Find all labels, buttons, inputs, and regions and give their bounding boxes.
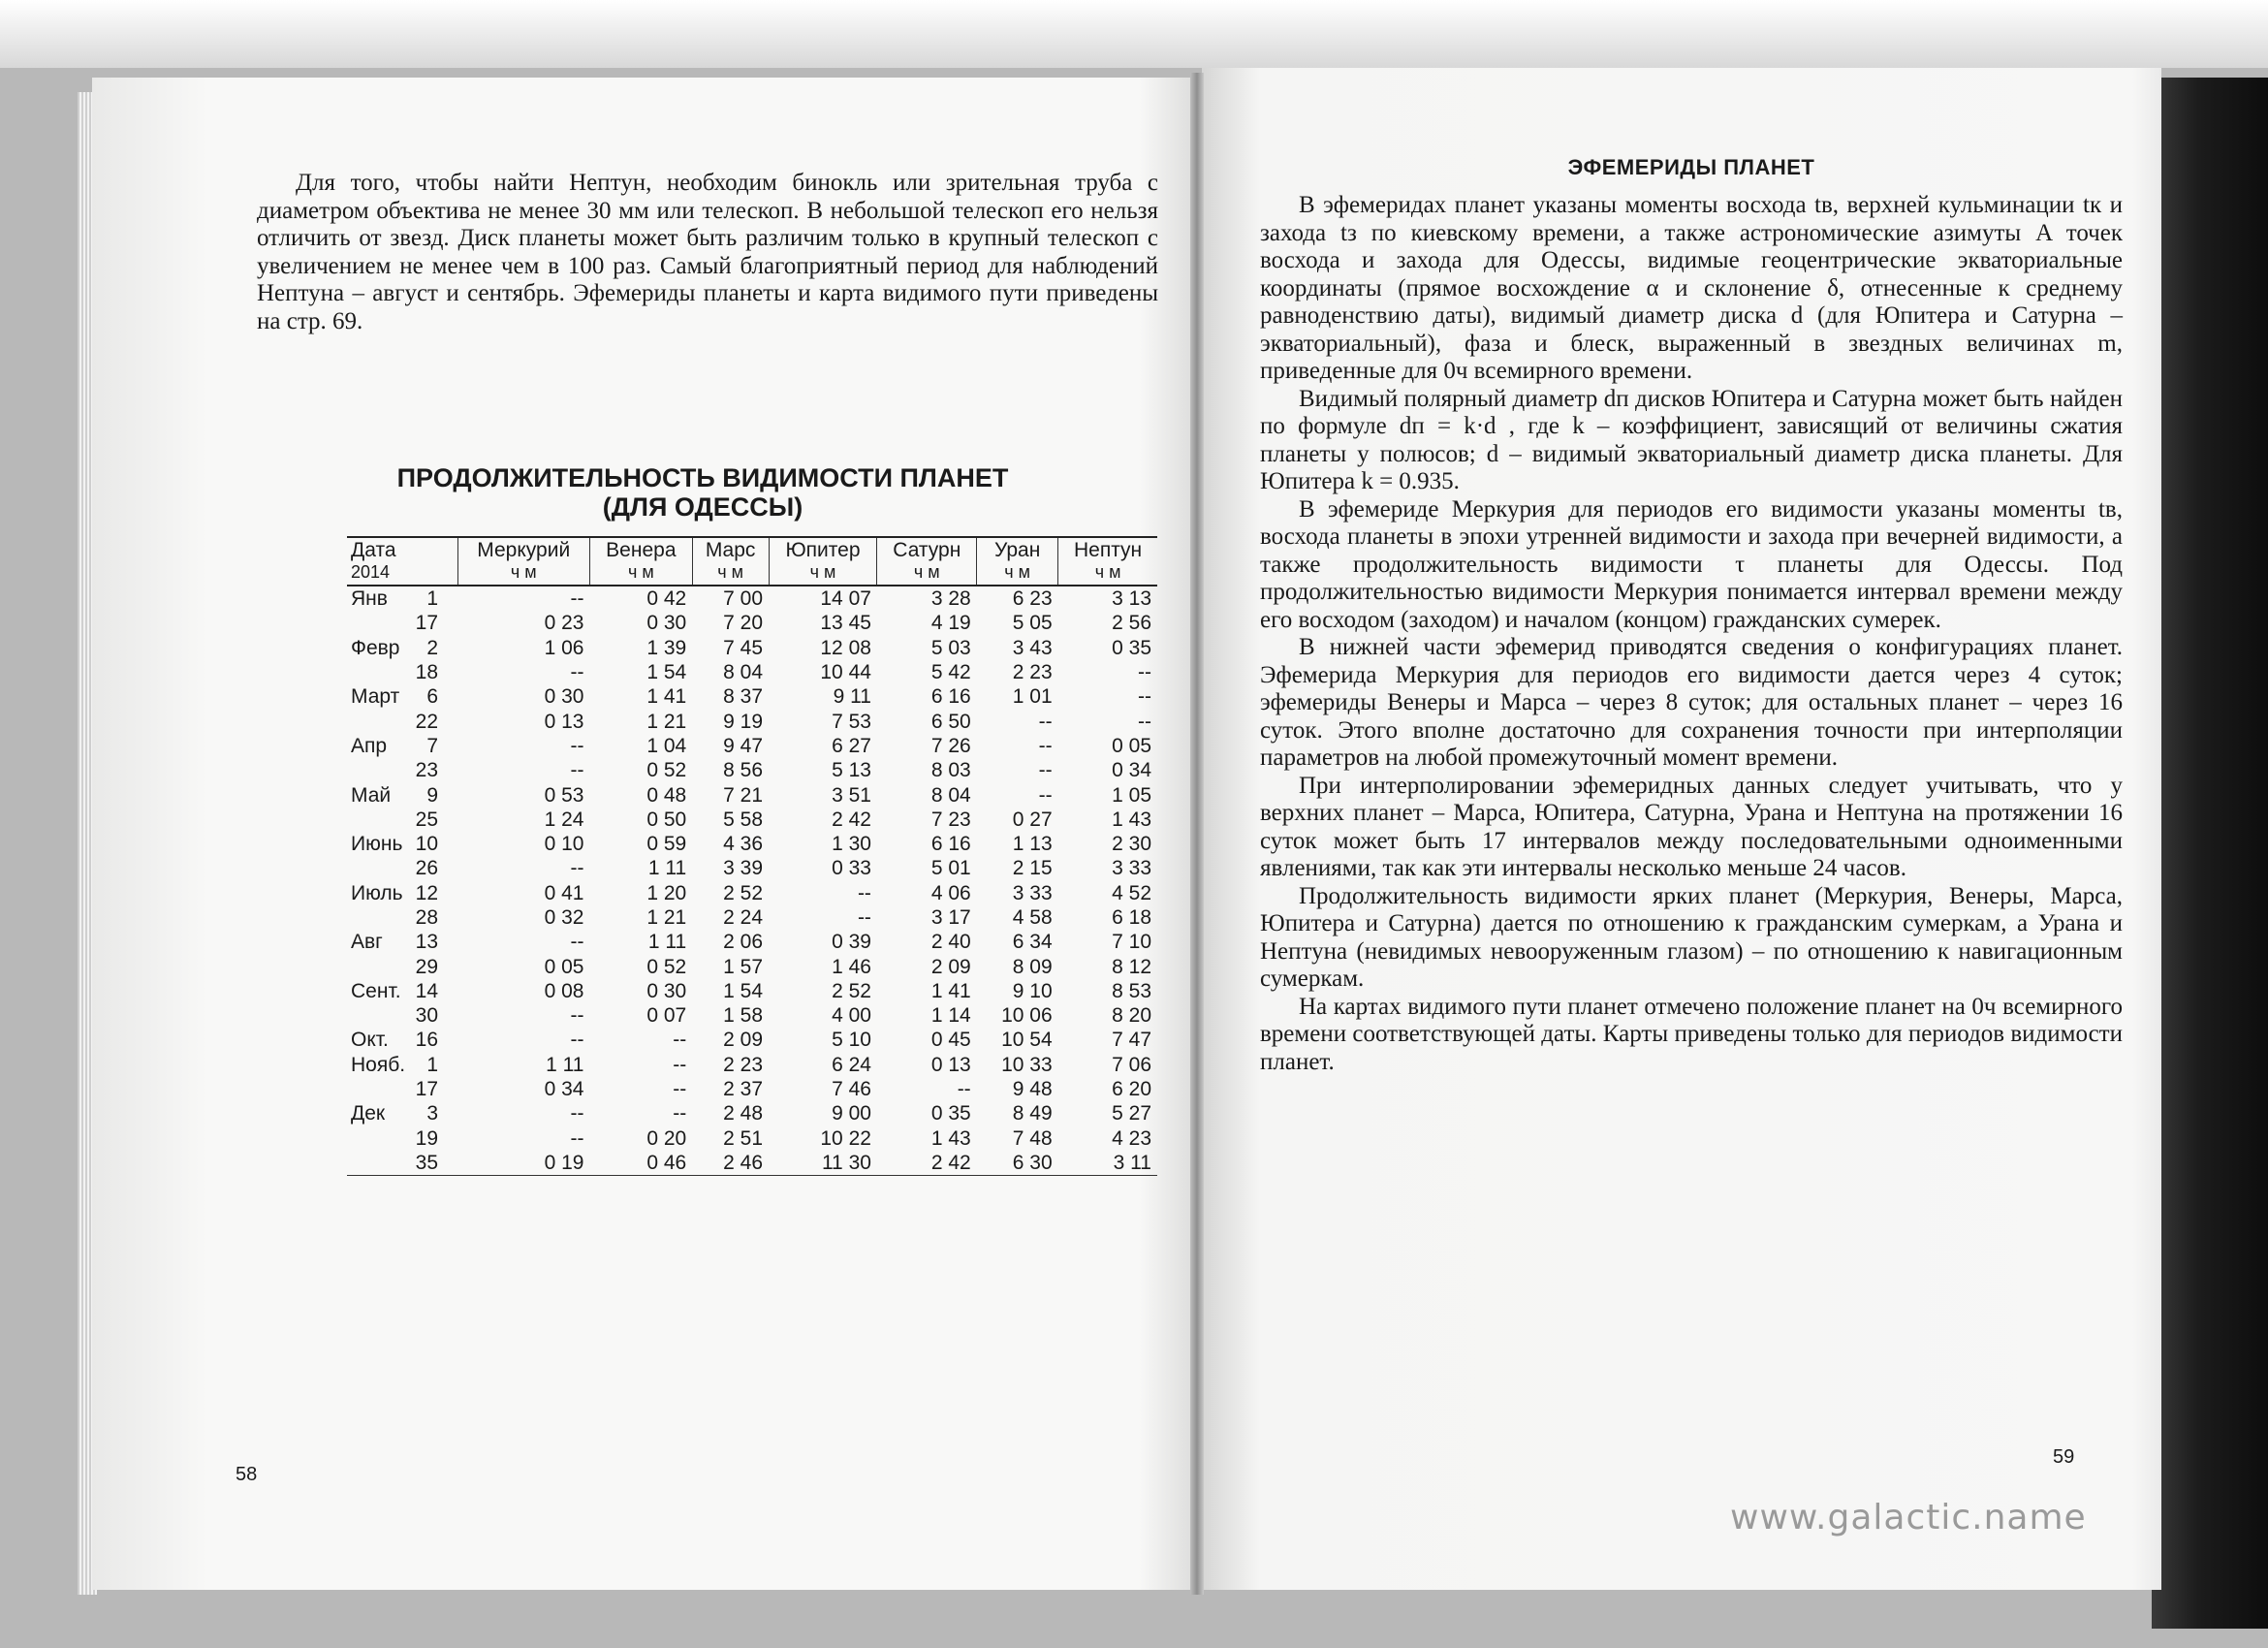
table-title-line-2: (ДЛЯ ОДЕССЫ) bbox=[602, 492, 803, 522]
duration-cell: 0 50 bbox=[646, 808, 687, 831]
duration-cell: -- bbox=[570, 1126, 584, 1150]
duration-cell: 8 37 bbox=[723, 685, 764, 709]
duration-cell: 3 33 bbox=[1112, 857, 1151, 880]
duration-cell: 5 03 bbox=[930, 636, 971, 659]
duration-cell: -- bbox=[570, 857, 584, 880]
duration-cell: 1 11 bbox=[647, 931, 687, 954]
month-label: Дек bbox=[351, 1102, 386, 1125]
day-label: 23 bbox=[415, 759, 438, 782]
duration-cell: 1 04 bbox=[646, 734, 687, 757]
duration-cell: 4 19 bbox=[930, 612, 971, 635]
duration-cell: 9 48 bbox=[1012, 1078, 1053, 1101]
day-label: 16 bbox=[415, 1029, 438, 1052]
date-cell bbox=[347, 1003, 457, 1028]
duration-cell: 1 54 bbox=[646, 661, 687, 684]
duration-cell: 1 46 bbox=[832, 955, 871, 978]
duration-cell: -- bbox=[673, 1102, 687, 1125]
watermark: www.galactic.name bbox=[1730, 1498, 2087, 1537]
duration-cell: 7 46 bbox=[832, 1078, 871, 1101]
column-header-title: Марс bbox=[705, 539, 756, 561]
duration-cell: 0 41 bbox=[544, 881, 584, 904]
date-cell bbox=[347, 660, 457, 684]
duration-cell: 0 23 bbox=[544, 612, 584, 635]
date-cell bbox=[347, 734, 457, 758]
duration-cell: 1 14 bbox=[930, 1004, 971, 1028]
duration-cell: 4 58 bbox=[1012, 906, 1053, 929]
duration-cell: -- bbox=[570, 1102, 584, 1125]
duration-cell: 2 40 bbox=[930, 931, 971, 954]
column-header-title: Сатурн bbox=[893, 539, 961, 561]
duration-cell: 1 41 bbox=[646, 685, 687, 709]
duration-cell: 0 42 bbox=[646, 587, 687, 611]
duration-cell: 13 45 bbox=[820, 612, 871, 635]
page-number-right: 59 bbox=[2053, 1446, 2075, 1468]
duration-cell: 2 37 bbox=[723, 1078, 764, 1101]
page-number-left: 58 bbox=[236, 1464, 258, 1485]
column-header-units: ч м bbox=[913, 562, 940, 582]
duration-cell: 2 51 bbox=[723, 1126, 764, 1150]
date-cell bbox=[347, 1077, 457, 1101]
duration-cell: 2 23 bbox=[1012, 661, 1053, 684]
table-row bbox=[347, 1028, 1157, 1052]
duration-cell: 0 59 bbox=[646, 833, 687, 856]
month-label: Апр bbox=[351, 734, 388, 757]
duration-cell: 6 16 bbox=[930, 833, 971, 856]
column-header bbox=[877, 537, 977, 586]
duration-cell: 7 48 bbox=[1012, 1126, 1053, 1150]
duration-cell: 7 06 bbox=[1112, 1053, 1151, 1076]
right-paragraph: На картах видимого пути планет отмечено положение планет на 0ч всемирного времени соответствующей даты. Карты приведены только для периодов видимости планет. bbox=[1260, 993, 2123, 1075]
duration-cell: 12 08 bbox=[820, 636, 871, 659]
duration-cell: 6 16 bbox=[930, 685, 971, 709]
day-label: 6 bbox=[426, 685, 438, 709]
duration-cell: 6 50 bbox=[930, 710, 971, 733]
table-row bbox=[347, 782, 1157, 807]
duration-cell: 3 17 bbox=[930, 906, 971, 929]
table-row bbox=[347, 979, 1157, 1003]
duration-cell: 3 11 bbox=[1058, 1151, 1157, 1176]
duration-cell: 4 52 bbox=[1112, 881, 1151, 904]
duration-cell: 2 52 bbox=[723, 881, 764, 904]
duration-cell: 7 21 bbox=[723, 783, 764, 807]
column-header bbox=[457, 537, 589, 586]
date-cell bbox=[347, 905, 457, 930]
duration-cell: 2 30 bbox=[1112, 833, 1151, 856]
table-row bbox=[347, 586, 1157, 611]
day-label: 29 bbox=[415, 955, 438, 978]
table-row bbox=[347, 881, 1157, 905]
month-label: Нояб. bbox=[351, 1053, 406, 1076]
duration-cell: 2 46 bbox=[692, 1151, 769, 1176]
month-label: Март bbox=[351, 685, 400, 709]
table-row bbox=[347, 684, 1157, 709]
day-label: 30 bbox=[415, 1004, 438, 1028]
duration-cell: 1 06 bbox=[544, 636, 584, 659]
duration-cell: -- bbox=[570, 1004, 584, 1028]
duration-cell: 0 53 bbox=[544, 783, 584, 807]
duration-cell: 3 43 bbox=[1012, 636, 1053, 659]
date-cell bbox=[347, 1126, 457, 1151]
duration-cell: -- bbox=[1038, 710, 1053, 733]
date-cell bbox=[347, 586, 457, 611]
duration-cell: 2 24 bbox=[723, 906, 764, 929]
table-row bbox=[347, 930, 1157, 954]
duration-cell: 7 26 bbox=[930, 734, 971, 757]
duration-cell: 6 27 bbox=[832, 734, 871, 757]
duration-cell: 2 23 bbox=[723, 1053, 764, 1076]
duration-cell: 10 54 bbox=[1001, 1029, 1053, 1052]
intro-paragraph: Для того, чтобы найти Нептун, необходим бинокль или зрительная труба с диаметром объектива не менее 30 мм или телескоп. В небольшой телескоп его нельзя отличить от звезд. Диск планеты может быть различим только в крупный телескоп с увеличением не менее чем в 100 раз. Самый благоприятный период для наблюдений Нептуна – август и сентябрь. Эфемериды планеты и карта видимого пути приведены на стр. 69. bbox=[257, 170, 1158, 334]
duration-cell: -- bbox=[570, 931, 584, 954]
duration-cell: 2 09 bbox=[723, 1029, 764, 1052]
duration-cell: 0 30 bbox=[646, 612, 687, 635]
duration-cell: 6 24 bbox=[832, 1053, 871, 1076]
day-label: 17 bbox=[415, 1078, 438, 1101]
duration-cell: 7 45 bbox=[723, 636, 764, 659]
duration-cell: 9 10 bbox=[1012, 979, 1053, 1002]
duration-cell: 2 42 bbox=[832, 808, 871, 831]
date-cell bbox=[347, 782, 457, 807]
column-header-units: ч м bbox=[510, 562, 537, 582]
duration-cell: 2 15 bbox=[1012, 857, 1053, 880]
month-label: Июнь bbox=[351, 833, 403, 856]
duration-cell: 0 52 bbox=[646, 759, 687, 782]
duration-cell: -- bbox=[857, 881, 871, 904]
duration-cell: 9 00 bbox=[832, 1102, 871, 1125]
day-label: 14 bbox=[415, 979, 438, 1002]
day-label: 19 bbox=[415, 1126, 438, 1150]
day-label: 25 bbox=[415, 808, 438, 831]
duration-cell: -- bbox=[1138, 710, 1151, 733]
date-cell bbox=[347, 1151, 457, 1176]
duration-cell: 0 35 bbox=[930, 1102, 971, 1125]
table-row bbox=[347, 905, 1157, 930]
duration-cell: 9 11 bbox=[833, 685, 871, 709]
book-edge bbox=[2152, 78, 2268, 1629]
table-row bbox=[347, 709, 1157, 733]
column-header-title: Уран bbox=[993, 539, 1041, 561]
day-label: 1 bbox=[426, 1053, 438, 1076]
duration-cell: 9 47 bbox=[723, 734, 764, 757]
column-header bbox=[347, 537, 457, 586]
duration-cell: -- bbox=[1138, 661, 1151, 684]
duration-cell: 8 09 bbox=[1012, 955, 1053, 978]
duration-cell: 2 09 bbox=[930, 955, 971, 978]
duration-cell: -- bbox=[1038, 734, 1053, 757]
date-cell bbox=[347, 684, 457, 709]
table-row bbox=[347, 954, 1157, 978]
day-label: 10 bbox=[415, 833, 438, 856]
duration-cell: -- bbox=[1038, 783, 1053, 807]
day-label: 3 bbox=[426, 1102, 438, 1125]
duration-cell: -- bbox=[1038, 759, 1053, 782]
duration-cell: 0 52 bbox=[646, 955, 687, 978]
month-label: Май bbox=[351, 783, 392, 807]
table-row bbox=[347, 1101, 1157, 1125]
duration-cell: 1 01 bbox=[1012, 685, 1053, 709]
column-header-title: Венера bbox=[606, 539, 677, 561]
table-row bbox=[347, 808, 1157, 832]
table-row bbox=[347, 832, 1157, 856]
duration-cell: 0 39 bbox=[832, 931, 871, 954]
duration-cell: 9 19 bbox=[723, 710, 764, 733]
table-row bbox=[347, 1077, 1157, 1101]
duration-cell: 10 22 bbox=[820, 1126, 871, 1150]
duration-cell: 5 27 bbox=[1112, 1102, 1151, 1125]
duration-cell: 5 10 bbox=[832, 1029, 871, 1052]
table-body bbox=[347, 586, 1157, 1176]
duration-cell: 1 11 bbox=[647, 857, 687, 880]
duration-cell: -- bbox=[570, 734, 584, 757]
duration-cell: 0 19 bbox=[457, 1151, 589, 1176]
duration-cell: 0 07 bbox=[646, 1004, 687, 1028]
table-row bbox=[347, 611, 1157, 635]
table-title-line-1: ПРОДОЛЖИТЕЛЬНОСТЬ ВИДИМОСТИ ПЛАНЕТ bbox=[396, 463, 1009, 492]
duration-cell: 1 20 bbox=[646, 881, 687, 904]
column-header bbox=[589, 537, 692, 586]
date-cell bbox=[347, 1028, 457, 1052]
column-header-title: Юпитер bbox=[785, 539, 861, 561]
duration-cell: 1 57 bbox=[723, 955, 764, 978]
duration-cell: 6 23 bbox=[1012, 587, 1053, 611]
right-paragraph: Продолжительность видимости ярких планет (Меркурия, Венеры, Марса, Юпитера и Сатурна) дается по отношению к гражданским сумеркам, а Урана и Нептуна (невидимых невооруженным глазом) – по отношению к навигационным сумеркам. bbox=[1260, 882, 2123, 992]
duration-cell: -- bbox=[570, 759, 584, 782]
duration-cell: 6 20 bbox=[1112, 1078, 1151, 1101]
duration-cell: 1 58 bbox=[723, 1004, 764, 1028]
duration-cell: 6 18 bbox=[1112, 906, 1151, 929]
duration-cell: 7 47 bbox=[1112, 1029, 1151, 1052]
date-cell bbox=[347, 1101, 457, 1125]
duration-cell: 3 51 bbox=[832, 783, 871, 807]
duration-cell: 0 13 bbox=[930, 1053, 971, 1076]
right-heading: ЭФЕМЕРИДЫ ПЛАНЕТ bbox=[1567, 155, 1815, 179]
month-label: Июль bbox=[351, 881, 403, 904]
duration-cell: 5 42 bbox=[930, 661, 971, 684]
right-text-block bbox=[1260, 192, 2123, 1076]
right-paragraph: В эфемериде Меркурия для периодов его видимости указаны моменты tв, восхода планеты в эпохи утренней видимости и захода при вечерней видимости, а также продолжительность видимости τ планеты для Одессы. Под продолжительностью видимости Меркурия понимается интервал времени между его восходом (заходом) и началом (концом) гражданских сумерек. bbox=[1260, 495, 2123, 633]
table-row bbox=[347, 1151, 1157, 1176]
duration-cell: 11 30 bbox=[769, 1151, 877, 1176]
duration-cell: 0 45 bbox=[930, 1029, 971, 1052]
duration-cell: 0 27 bbox=[1012, 808, 1053, 831]
duration-cell: 8 04 bbox=[723, 661, 764, 684]
date-cell bbox=[347, 636, 457, 660]
column-header-title: Меркурий bbox=[477, 539, 571, 561]
duration-cell: -- bbox=[673, 1053, 687, 1076]
day-label: 7 bbox=[426, 734, 438, 757]
date-cell bbox=[347, 881, 457, 905]
day-label: 13 bbox=[415, 931, 438, 954]
duration-cell: -- bbox=[1138, 685, 1151, 709]
duration-cell: 1 54 bbox=[723, 979, 764, 1002]
duration-cell: 7 10 bbox=[1112, 931, 1151, 954]
duration-cell: 0 20 bbox=[646, 1126, 687, 1150]
duration-cell: 14 07 bbox=[820, 587, 871, 611]
date-cell bbox=[347, 1053, 457, 1077]
duration-cell: 8 20 bbox=[1112, 1004, 1151, 1028]
day-label: 2 bbox=[426, 636, 438, 659]
background-top bbox=[0, 0, 2268, 68]
duration-cell: 1 39 bbox=[646, 636, 687, 659]
duration-cell: -- bbox=[673, 1029, 687, 1052]
right-paragraph: В нижней части эфемерид приводятся сведения о конфигурациях планет. Эфемерида Меркурия для периодов его видимости дается через 4 суток; эфемериды Венеры и Марса – через 8 суток; для остальных планет – через 16 суток. Этого вполне достаточно для сохранения точности при интерполяции параметров на любой промежуточный момент времени. bbox=[1260, 634, 2123, 771]
duration-cell: 0 34 bbox=[1112, 759, 1151, 782]
day-label: 26 bbox=[415, 857, 438, 880]
duration-cell: 1 41 bbox=[930, 979, 971, 1002]
column-header bbox=[977, 537, 1058, 586]
duration-cell: 3 39 bbox=[723, 857, 764, 880]
duration-cell: 0 33 bbox=[832, 857, 871, 880]
table-row bbox=[347, 660, 1157, 684]
column-header bbox=[692, 537, 769, 586]
duration-cell: 0 13 bbox=[544, 710, 584, 733]
duration-cell: 3 28 bbox=[930, 587, 971, 611]
duration-cell: 7 23 bbox=[930, 808, 971, 831]
column-header bbox=[769, 537, 877, 586]
right-paragraph: При интерполировании эфемеридных данных следует учитывать, что у верхних планет – Марса, Юпитера, Сатурна, Урана и Нептуна на протяжении 16 суток может быть 17 интервалов между последовательными одноименными явлениями, так как эти интервалы несколько меньше 24 часов. bbox=[1260, 772, 2123, 881]
day-label: 22 bbox=[415, 710, 438, 733]
date-cell bbox=[347, 979, 457, 1003]
duration-cell: 4 00 bbox=[832, 1004, 871, 1028]
duration-cell: 4 06 bbox=[930, 881, 971, 904]
duration-cell: -- bbox=[857, 906, 871, 929]
duration-cell: 8 12 bbox=[1112, 955, 1151, 978]
column-header-units: ч м bbox=[1094, 562, 1121, 582]
date-cell bbox=[347, 930, 457, 954]
day-label: 12 bbox=[415, 881, 438, 904]
day-label: 17 bbox=[415, 612, 438, 635]
date-cell bbox=[347, 709, 457, 733]
day-label: 18 bbox=[415, 661, 438, 684]
date-cell bbox=[347, 808, 457, 832]
month-label: Окт. bbox=[351, 1029, 389, 1052]
duration-cell: 0 30 bbox=[646, 979, 687, 1002]
duration-cell: 4 36 bbox=[723, 833, 764, 856]
duration-cell: -- bbox=[957, 1078, 971, 1101]
column-header-units: ч м bbox=[627, 562, 654, 582]
duration-cell: 1 05 bbox=[1112, 783, 1151, 807]
duration-cell: 1 13 bbox=[1012, 833, 1053, 856]
duration-cell: 7 00 bbox=[723, 587, 764, 611]
duration-cell: 2 06 bbox=[723, 931, 764, 954]
column-header-units: ч м bbox=[717, 562, 743, 582]
duration-cell: 8 04 bbox=[930, 783, 971, 807]
date-cell bbox=[347, 758, 457, 782]
left-intro-text bbox=[257, 170, 1158, 335]
duration-cell: 10 06 bbox=[1001, 1004, 1053, 1028]
column-header-units: ч м bbox=[809, 562, 836, 582]
duration-cell: 0 32 bbox=[544, 906, 584, 929]
duration-cell: -- bbox=[570, 1029, 584, 1052]
duration-cell: 2 42 bbox=[877, 1151, 977, 1176]
duration-cell: 0 46 bbox=[589, 1151, 692, 1176]
duration-cell: 2 48 bbox=[723, 1102, 764, 1125]
duration-cell: -- bbox=[673, 1078, 687, 1101]
duration-cell: 4 23 bbox=[1112, 1126, 1151, 1150]
date-cell bbox=[347, 856, 457, 880]
duration-cell: 7 20 bbox=[723, 612, 764, 635]
date-cell bbox=[347, 611, 457, 635]
duration-cell: 0 10 bbox=[544, 833, 584, 856]
duration-cell: 10 44 bbox=[820, 661, 871, 684]
duration-cell: 8 53 bbox=[1112, 979, 1151, 1002]
month-label: Янв bbox=[351, 587, 388, 611]
duration-cell: 8 03 bbox=[930, 759, 971, 782]
duration-cell: 0 48 bbox=[646, 783, 687, 807]
day-label: 1 bbox=[426, 587, 438, 611]
duration-cell: 6 30 bbox=[977, 1151, 1058, 1176]
table-row bbox=[347, 636, 1157, 660]
duration-cell: 0 05 bbox=[1112, 734, 1151, 757]
duration-cell: 0 34 bbox=[544, 1078, 584, 1101]
table-row bbox=[347, 856, 1157, 880]
table-row bbox=[347, 1053, 1157, 1077]
date-cell bbox=[347, 832, 457, 856]
duration-cell: 6 34 bbox=[1012, 931, 1053, 954]
table-row bbox=[347, 758, 1157, 782]
column-header-title: Нептун bbox=[1073, 539, 1143, 561]
duration-cell: 0 35 bbox=[1112, 636, 1151, 659]
duration-cell: 0 05 bbox=[544, 955, 584, 978]
month-label: Авг bbox=[351, 931, 383, 954]
duration-cell: 5 05 bbox=[1012, 612, 1053, 635]
right-paragraph: В эфемеридах планет указаны моменты восхода tв, верхней кульминации tк и захода tз по киевскому времени, а также астрономические азимуты A точек восхода и захода для Одессы, видимые геоцентрические экваториальные координаты (прямое восхождение α и склонение δ, отнесенные к среднему равноденствию даты), видимый диаметр диска d (для Юпитера и Сатурна – экваториальный), фаза и блеск, выраженный в звездных величинах m, приведенные для 0ч всемирного времени. bbox=[1260, 192, 2123, 384]
duration-cell: 3 13 bbox=[1112, 587, 1151, 611]
day-label: 35 bbox=[415, 1151, 438, 1174]
duration-cell: 2 52 bbox=[832, 979, 871, 1002]
duration-cell: 2 56 bbox=[1112, 612, 1151, 635]
table-row bbox=[347, 1003, 1157, 1028]
visibility-table bbox=[347, 536, 1157, 1176]
duration-cell: 1 43 bbox=[1112, 808, 1151, 831]
duration-cell: 5 13 bbox=[832, 759, 871, 782]
duration-cell: 1 21 bbox=[646, 710, 687, 733]
day-label: 28 bbox=[415, 906, 438, 929]
duration-cell: 10 33 bbox=[1001, 1053, 1053, 1076]
duration-cell: 3 33 bbox=[1012, 881, 1053, 904]
table-row bbox=[347, 734, 1157, 758]
duration-cell: 1 43 bbox=[930, 1126, 971, 1150]
duration-cell: 1 21 bbox=[646, 906, 687, 929]
duration-cell: 8 56 bbox=[723, 759, 764, 782]
book-gutter bbox=[1190, 73, 1204, 1595]
table-title bbox=[349, 463, 1056, 522]
duration-cell: 5 58 bbox=[723, 808, 764, 831]
column-header-title: Дата bbox=[351, 539, 396, 561]
duration-cell: -- bbox=[570, 661, 584, 684]
month-label: Сент. bbox=[351, 979, 401, 1002]
column-header bbox=[1058, 537, 1157, 586]
date-cell bbox=[347, 954, 457, 978]
duration-cell: 0 08 bbox=[544, 979, 584, 1002]
table-row bbox=[347, 1126, 1157, 1151]
table-header-row bbox=[347, 537, 1157, 586]
month-label: Февр bbox=[351, 636, 400, 659]
duration-cell: 7 53 bbox=[832, 710, 871, 733]
column-header-units: 2014 bbox=[351, 562, 391, 582]
duration-cell: 1 24 bbox=[544, 808, 584, 831]
duration-cell: -- bbox=[570, 587, 584, 611]
duration-cell: 8 49 bbox=[1012, 1102, 1053, 1125]
column-header-units: ч м bbox=[1004, 562, 1031, 582]
day-label: 9 bbox=[426, 783, 438, 807]
duration-cell: 0 30 bbox=[544, 685, 584, 709]
duration-cell: 1 11 bbox=[546, 1053, 584, 1076]
duration-cell: 5 01 bbox=[930, 857, 971, 880]
duration-cell: 1 30 bbox=[832, 833, 871, 856]
right-paragraph: Видимый полярный диаметр dп дисков Юпитера и Сатурна может быть найден по формуле dп = k·d , где k – коэффициент, зависящий от величины сжатия планеты у полюсов; d – видимый экваториальный диаметр диска планеты. Для Юпитера k = 0.935. bbox=[1260, 385, 2123, 494]
